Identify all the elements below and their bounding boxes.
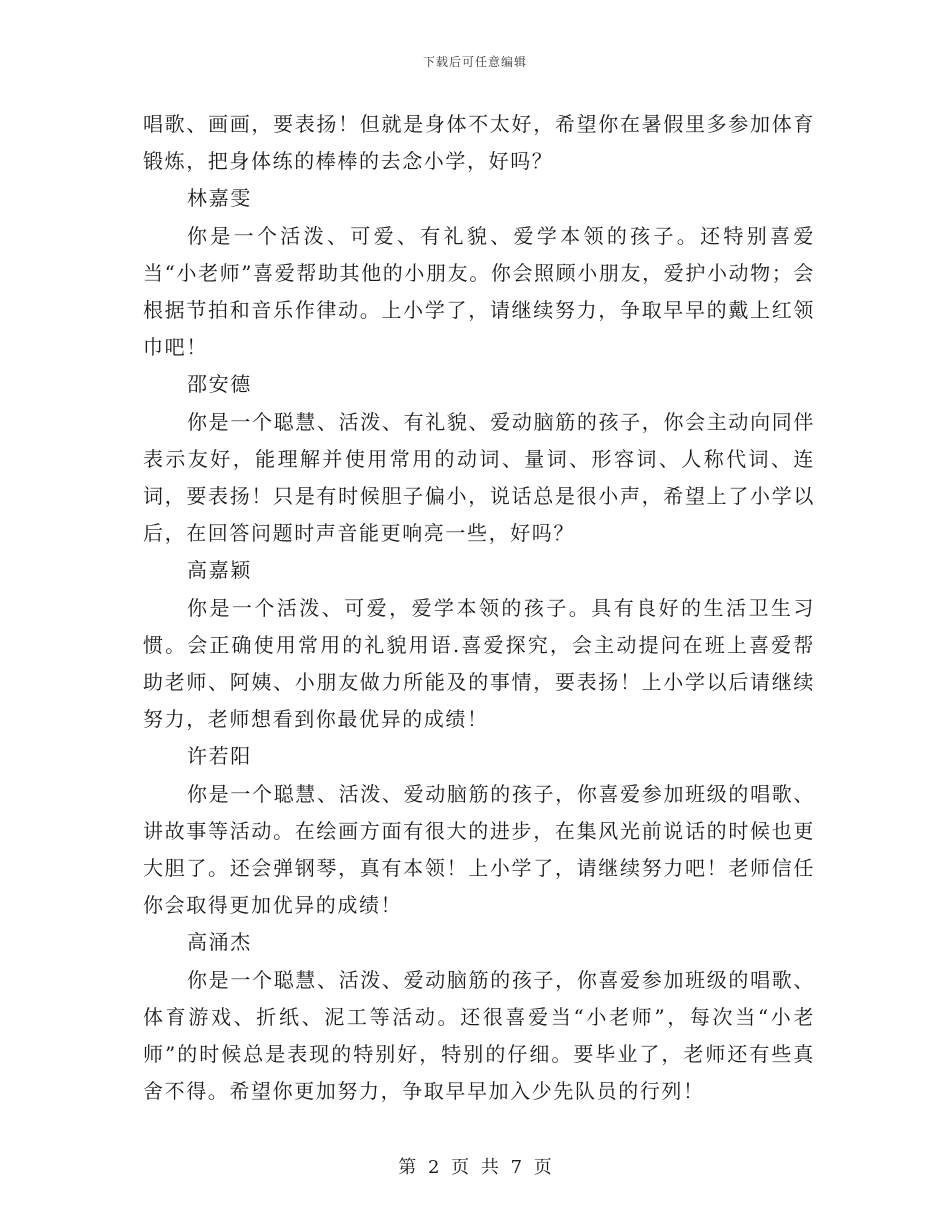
student-name: 邵安德 — [187, 372, 252, 397]
comment-paragraph: 你是一个聪慧、活泼、爱动脑筋的孩子，你喜爱参加班级的唱歌、体育游戏、折纸、泥工等活动。还很喜爱当“小老师”，每次当“小老师”的时候总是表现的特别好，特别的仔细。要毕业了，老师还有些真舍不得。希望你更加努力，争取早早加入少先队员的行列！ — [143, 967, 815, 1104]
comment-paragraph: 你是一个活泼、可爱、有礼貌、爱学本领的孩子。还特别喜爱当“小老师”喜爱帮助其他的小朋友。你会照顾小朋友，爱护小动物；会根据节拍和音乐作律动。上小学了，请继续努力，争取早早的戴上红领巾吧！ — [143, 223, 815, 360]
student-name: 高涌杰 — [187, 930, 252, 955]
page-header-note: 下载后可任意编辑 — [422, 55, 527, 69]
student-name: 高嘉颖 — [187, 558, 252, 583]
comment-paragraph: 你是一个活泼、可爱，爱学本领的孩子。具有良好的生活卫生习惯。会正确使用常用的礼貌用语.喜爱探究，会主动提问在班上喜爱帮助老师、阿姨、小朋友做力所能及的事情，要表扬！上小学以后请继续努力，老师想看到你最优异的成绩！ — [143, 595, 815, 732]
comment-paragraph: 你是一个聪慧、活泼、爱动脑筋的孩子，你喜爱参加班级的唱歌、讲故事等活动。在绘画方面有很大的进步，在集风光前说话的时候也更大胆了。还会弹钢琴，真有本领！上小学了，请继续努力吧！老师信任你会取得更加优异的成绩！ — [143, 781, 815, 918]
comment-paragraph: 你是一个聪慧、活泼、有礼貌、爱动脑筋的孩子，你会主动向同伴表示友好，能理解并使用常用的动词、量词、形容词、人称代词、连词，要表扬！只是有时候胆子偏小，说话总是很小声，希望上了小学以后，在回答问题时声音能更响亮一些，好吗？ — [143, 409, 815, 546]
page-number-footer: 第 2 页 共 7 页 — [398, 1157, 552, 1178]
document-body — [143, 106, 815, 1110]
student-name: 林嘉雯 — [187, 186, 252, 211]
continuation-paragraph: 唱歌、画画，要表扬！但就是身体不太好，希望你在暑假里多参加体育锻炼，把身体练的棒棒的去念小学，好吗？ — [143, 112, 815, 174]
student-name: 许若阳 — [187, 744, 252, 769]
